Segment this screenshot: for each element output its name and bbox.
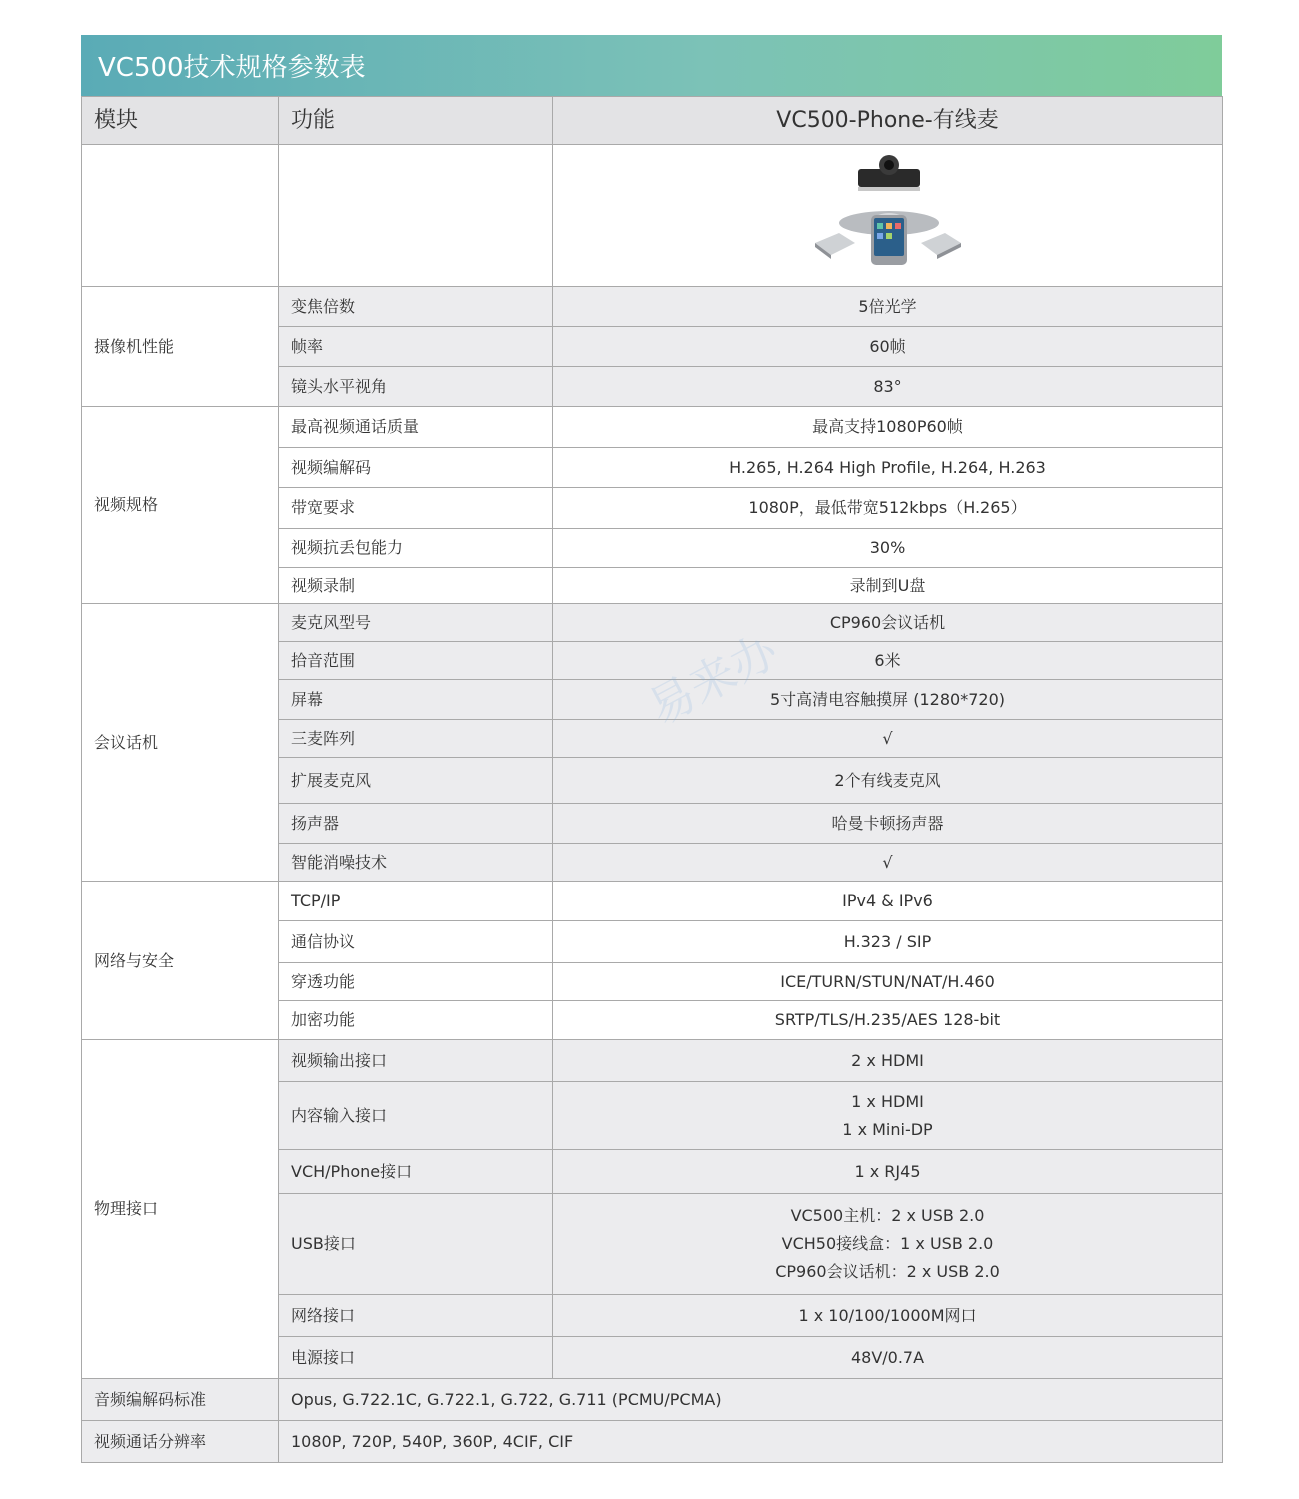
module-cell: 网络与安全 xyxy=(82,882,279,1040)
value-cell xyxy=(553,1082,1223,1150)
function-cell: 三麦阵列 xyxy=(279,720,553,758)
value-line: VCH50接线盒：1 x USB 2.0 xyxy=(781,1234,994,1253)
product-image-module-cell xyxy=(82,145,279,287)
spec-row xyxy=(82,882,1223,921)
value-cell xyxy=(553,1040,1223,1082)
value-cell xyxy=(553,529,1223,568)
value-line: 1 x Mini-DP xyxy=(842,1119,933,1139)
function-cell: 通信协议 xyxy=(279,921,553,963)
value-line: 1080P，最低带宽512kbps（H.265） xyxy=(748,498,1027,517)
value-cell xyxy=(553,642,1223,680)
value-cell xyxy=(553,1337,1223,1379)
value-cell xyxy=(553,1150,1223,1194)
spec-row xyxy=(82,604,1223,642)
spec-table xyxy=(81,96,1223,1463)
spec-sheet xyxy=(81,35,1222,1463)
value-cell xyxy=(553,804,1223,844)
value-line: 6米 xyxy=(874,650,901,670)
value-cell xyxy=(553,680,1223,720)
footer-value-cell: Opus, G.722.1C, G.722.1, G.722, G.711 (PCMU/PCMA) xyxy=(279,1379,1223,1421)
module-cell: 物理接口 xyxy=(82,1040,279,1379)
module-cell: 会议话机 xyxy=(82,604,279,882)
function-cell: 电源接口 xyxy=(279,1337,553,1379)
footer-row xyxy=(82,1379,1223,1421)
value-line: 5倍光学 xyxy=(858,296,917,316)
value-cell xyxy=(553,287,1223,327)
function-cell: 加密功能 xyxy=(279,1001,553,1040)
conference-system-photo-icon xyxy=(803,151,973,271)
value-cell xyxy=(553,604,1223,642)
value-line: 哈曼卡顿扬声器 xyxy=(831,813,944,833)
spec-row xyxy=(82,287,1223,327)
value-line: H.265, H.264 High Profile, H.264, H.263 xyxy=(729,457,1046,477)
function-cell: 网络接口 xyxy=(279,1295,553,1337)
product-image-function-cell xyxy=(279,145,553,287)
function-cell: 最高视频通话质量 xyxy=(279,407,553,448)
value-line: 2 x HDMI xyxy=(851,1050,924,1070)
value-line: 2个有线麦克风 xyxy=(834,770,941,790)
value-line: 30% xyxy=(869,538,906,557)
value-cell xyxy=(553,844,1223,882)
value-line: VC500主机：2 x USB 2.0 xyxy=(790,1206,985,1225)
value-line: 1 x RJ45 xyxy=(854,1161,921,1181)
value-line: 1 x HDMI xyxy=(851,1091,924,1111)
spec-row xyxy=(82,407,1223,448)
value-cell xyxy=(553,720,1223,758)
function-cell: 变焦倍数 xyxy=(279,287,553,327)
module-cell: 视频规格 xyxy=(82,407,279,604)
header-row xyxy=(82,97,1223,145)
function-cell: 视频抗丢包能力 xyxy=(279,529,553,568)
value-cell xyxy=(553,1295,1223,1337)
product-image-cell xyxy=(553,145,1223,287)
function-cell: TCP/IP xyxy=(279,882,553,921)
header-product: VC500-Phone-有线麦 xyxy=(553,97,1223,145)
value-line: 60帧 xyxy=(869,336,906,356)
footer-module-cell: 音频编解码标准 xyxy=(82,1379,279,1421)
value-line: IPv4 & IPv6 xyxy=(842,891,933,910)
function-cell: 麦克风型号 xyxy=(279,604,553,642)
function-cell: USB接口 xyxy=(279,1194,553,1295)
value-cell xyxy=(553,568,1223,604)
value-line: ICE/TURN/STUN/NAT/H.460 xyxy=(780,971,995,991)
value-line: SRTP/TLS/H.235/AES 128-bit xyxy=(774,1010,1001,1029)
footer-value-cell: 1080P, 720P, 540P, 360P, 4CIF, CIF xyxy=(279,1421,1223,1463)
function-cell: 穿透功能 xyxy=(279,963,553,1001)
value-cell xyxy=(553,407,1223,448)
function-cell: 镜头水平视角 xyxy=(279,367,553,407)
spec-row xyxy=(82,1040,1223,1082)
value-cell xyxy=(553,758,1223,804)
value-line: 5寸高清电容触摸屏 (1280*720) xyxy=(769,689,1005,709)
value-line: 1 x 10/100/1000M网口 xyxy=(798,1305,977,1325)
footer-module-cell: 视频通话分辨率 xyxy=(82,1421,279,1463)
header-module: 模块 xyxy=(82,97,279,145)
function-cell: 内容输入接口 xyxy=(279,1082,553,1150)
function-cell: 帧率 xyxy=(279,327,553,367)
value-cell xyxy=(553,488,1223,529)
value-cell xyxy=(553,1194,1223,1295)
function-cell: 带宽要求 xyxy=(279,488,553,529)
value-line: 83° xyxy=(873,376,902,396)
value-cell xyxy=(553,367,1223,407)
function-cell: 屏幕 xyxy=(279,680,553,720)
value-line: √ xyxy=(882,852,893,872)
value-cell xyxy=(553,921,1223,963)
value-line: CP960会议话机 xyxy=(829,612,946,632)
value-line: 48V/0.7A xyxy=(850,1347,925,1367)
product-image-row xyxy=(82,145,1223,287)
value-cell xyxy=(553,448,1223,488)
function-cell: 扬声器 xyxy=(279,804,553,844)
value-line: H.323 / SIP xyxy=(843,931,932,951)
function-cell: VCH/Phone接口 xyxy=(279,1150,553,1194)
function-cell: 视频输出接口 xyxy=(279,1040,553,1082)
value-line: 最高支持1080P60帧 xyxy=(812,417,963,436)
value-cell xyxy=(553,882,1223,921)
function-cell: 视频录制 xyxy=(279,568,553,604)
module-cell: 摄像机性能 xyxy=(82,287,279,407)
function-cell: 拾音范围 xyxy=(279,642,553,680)
value-cell xyxy=(553,1001,1223,1040)
value-cell xyxy=(553,327,1223,367)
footer-row xyxy=(82,1421,1223,1463)
function-cell: 智能消噪技术 xyxy=(279,844,553,882)
value-line: 录制到U盘 xyxy=(849,575,926,595)
function-cell: 扩展麦克风 xyxy=(279,758,553,804)
function-cell: 视频编解码 xyxy=(279,448,553,488)
value-line: CP960会议话机：2 x USB 2.0 xyxy=(775,1262,1000,1281)
sheet-title: VC500技术规格参数表 xyxy=(81,35,1222,96)
header-function: 功能 xyxy=(279,97,553,145)
value-cell xyxy=(553,963,1223,1001)
value-line: √ xyxy=(882,728,893,748)
